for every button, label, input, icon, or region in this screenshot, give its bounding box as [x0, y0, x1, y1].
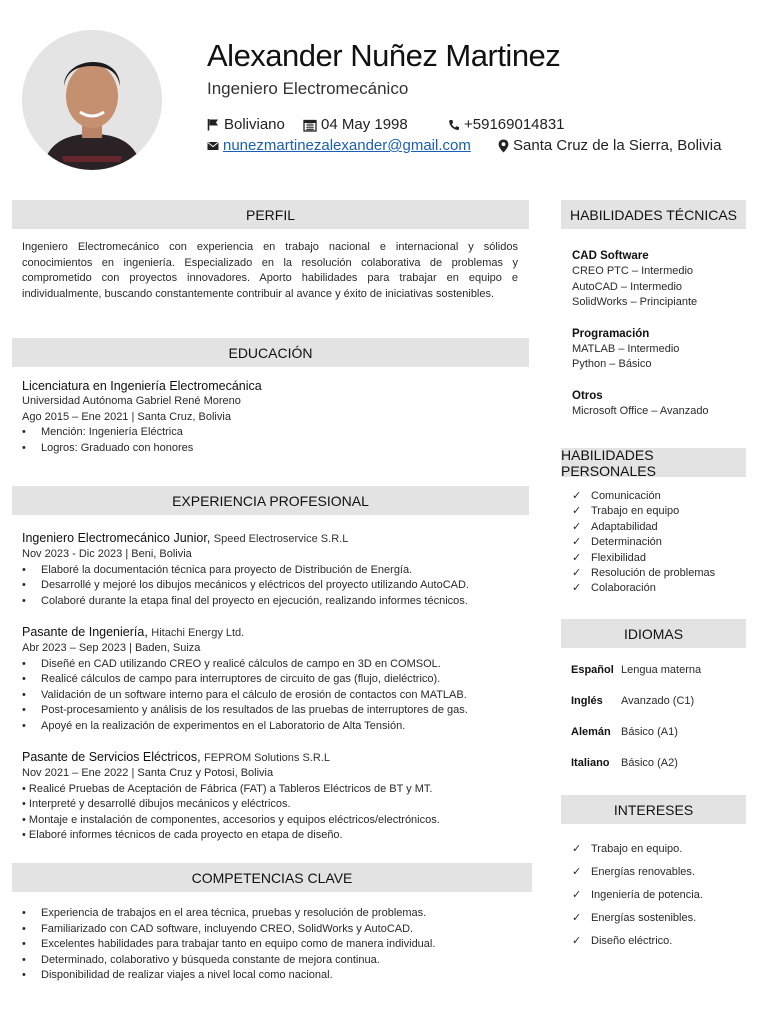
language-row [571, 685, 741, 716]
birthdate-info [303, 116, 408, 133]
email-info [207, 137, 471, 154]
skill-group-title: Programación [572, 327, 650, 340]
company-name: FEPROM Solutions S.R.L [204, 752, 330, 764]
email-link[interactable]: nunezmartinezalexander@gmail.com [223, 137, 471, 154]
job-bullets [22, 657, 522, 735]
list-item: ✓ Trabajo en equipo [571, 504, 746, 519]
intereses-heading: INTERESES [561, 795, 746, 824]
educacion-heading: EDUCACIÓN [12, 338, 529, 367]
job-title: Pasante de Ingeniería, [22, 625, 148, 639]
map-marker-icon [498, 139, 509, 153]
job-entry [22, 530, 522, 609]
job-title: Pasante de Servicios Eléctricos, [22, 750, 201, 764]
list-item: • Validación de un software interno para el cálculo de erosión de contactos con MATLAB. [22, 688, 522, 704]
list-item: • Realicé cálculos de campo para interruptores de circuito de gas (flujo, dieléctrico). [22, 672, 522, 688]
company-name: Hitachi Energy Ltd. [151, 627, 245, 639]
skill-item: MATLAB – Intermedio [572, 342, 680, 355]
birthdate-text: 04 May 1998 [321, 116, 408, 133]
skill-group-title: Otros [572, 389, 603, 402]
tech-skills [572, 249, 742, 419]
skill-item: AutoCAD – Intermedio [572, 280, 683, 293]
list-item: • Apoyé en la realización de experimentos en el Laboratorio de Alta Tensión. [22, 719, 522, 735]
job-title: Ingeniero Electromecánico Junior, [22, 531, 211, 545]
list-item: ✓ Comunicación [571, 489, 746, 504]
language-name: Español [571, 663, 614, 676]
location-info [498, 137, 721, 154]
job-bullets [22, 563, 522, 610]
list-item: ✓ Adaptabilidad [571, 520, 746, 535]
person-avatar-icon [22, 30, 162, 170]
language-level: Lengua materna [621, 663, 702, 676]
degree-title: Licenciatura en Ingeniería Electromecánica [22, 379, 262, 393]
phone-text: +59169014831 [464, 116, 565, 133]
calendar-icon [303, 118, 317, 132]
skill-item: Python – Básico [572, 358, 652, 370]
candidate-name: Alexander Nuñez Martinez [207, 38, 561, 73]
list-item: ✓ Trabajo en equipo. [571, 838, 746, 861]
list-item: • Experiencia de trabajos en el area técnica, pruebas y resolución de problemas. [22, 906, 522, 922]
competencias-heading: COMPETENCIAS CLAVE [12, 863, 532, 892]
list-item: • Excelentes habilidades para trabajar tanto en equipo como de manera individual. [22, 937, 522, 953]
list-item: ✓ Resolución de problemas [571, 566, 746, 581]
language-name: Inglés [571, 694, 603, 707]
job-dates: Nov 2023 - Dic 2023 | Beni, Bolivia [22, 548, 192, 560]
competencias-list [22, 906, 522, 984]
language-level: Básico (A2) [621, 756, 678, 769]
skill-group-title: CAD Software [572, 250, 649, 262]
perfil-heading: PERFIL [12, 200, 529, 229]
job-entry [22, 749, 522, 844]
education-bullets [22, 425, 522, 456]
candidate-title: Ingeniero Electromecánico [207, 79, 409, 98]
list-item: • Disponibilidad de realizar viajes a nivel local como nacional. [22, 968, 522, 984]
education-entry [22, 378, 522, 456]
phone-icon [448, 119, 460, 131]
tecnicas-heading: HABILIDADES TÉCNICAS [561, 200, 746, 229]
list-item: ✓ Flexibilidad [571, 551, 746, 566]
list-item: ✓ Determinación [571, 535, 746, 550]
job-bullets [22, 782, 522, 844]
list-item: • Colaboré durante la etapa final del proyecto en ejecución, realizando informes técnicos. [22, 594, 522, 610]
list-item: ✓ Diseño eléctrico. [571, 930, 746, 953]
personal-skills-list [571, 489, 746, 597]
language-level: Básico (A1) [621, 725, 678, 738]
experiencia-heading: EXPERIENCIA PROFESIONAL [12, 486, 529, 515]
company-name: Speed Electroservice S.R.L [213, 533, 349, 545]
list-item: • Elaboré informes técnicos de cada proyecto en etapa de diseño. [22, 829, 343, 841]
list-item: ✓ Energías sostenibles. [571, 907, 746, 930]
list-item: • Determinado, colaborativo y búsqueda constante de mejora continua. [22, 953, 522, 969]
list-item: • Familiarizado con CAD software, incluyendo CREO, SolidWorks y AutoCAD. [22, 922, 522, 938]
nationality-text: Boliviano [224, 116, 285, 133]
envelope-icon [207, 141, 219, 151]
languages-list [571, 654, 741, 778]
language-name: Alemán [571, 725, 611, 738]
education-dates: Ago 2015 – Ene 2021 | Santa Cruz, Bolivia [22, 410, 231, 423]
skill-item: SolidWorks – Principiante [572, 296, 698, 308]
nationality-info [207, 116, 285, 133]
language-row [571, 716, 741, 747]
language-level: Avanzado (C1) [621, 694, 695, 707]
personales-heading: HABILIDADES PERSONALES [561, 448, 746, 477]
skill-item: Microsoft Office – Avanzado [572, 404, 709, 417]
list-item: • Elaboré la documentación técnica para proyecto de Distribución de Energía. [22, 563, 522, 579]
list-item: • Realicé Pruebas de Aceptación de Fábrica (FAT) a Tableros Eléctricos de BT y MT. [22, 782, 433, 795]
job-dates: Abr 2023 – Sep 2023 | Baden, Suiza [22, 642, 201, 654]
school-name: Universidad Autónoma Gabriel René Moreno [22, 395, 241, 407]
phone-info [448, 116, 565, 133]
job-entry [22, 624, 522, 734]
perfil-text: Ingeniero Electromecánico con experiencia en trabajo nacional e internacional y sólidos conocimientos en ingeniería. Especializado en la resolución colaborativa de problemas y comprometido con proyectos innovadores. Aporto habilidades para trabajar en equipo e individualmente, buscando constantemente contribuir al avance y éxito de iniciativas sostenibles. [22, 241, 518, 300]
list-item: • Post-procesamiento y análisis de los resultados de las pruebas de interruptores de gas. [22, 703, 522, 719]
skill-item: CREO PTC – Intermedio [572, 265, 694, 277]
location-text: Santa Cruz de la Sierra, Bolivia [513, 137, 722, 154]
list-item: • Desarrollé y mejoré los dibujos mecánicos y eléctricos del proyecto utilizando AutoCAD. [22, 578, 522, 594]
list-item: ✓ Ingeniería de potencia. [571, 884, 746, 907]
list-item: ✓ Energías renovables. [571, 861, 746, 884]
list-item: • Logros: Graduado con honores [22, 441, 522, 457]
list-item: ✓ Colaboración [571, 581, 746, 596]
flag-icon [207, 118, 220, 131]
job-dates: Nov 2021 – Ene 2022 | Santa Cruz y Potosi, Bolivia [22, 767, 274, 779]
list-item: • Montaje e instalación de componentes, accesorios y equipos eléctricos/electrónicos. [22, 813, 440, 826]
list-item: • Diseñé en CAD utilizando CREO y realicé cálculos de campo en 3D en COMSOL. [22, 657, 522, 673]
profile-photo [22, 30, 162, 170]
language-row [571, 747, 741, 778]
list-item: • Interpreté y desarrollé dibujos mecánicos y eléctricos. [22, 798, 291, 810]
idiomas-heading: IDIOMAS [561, 619, 746, 648]
language-name: Italiano [571, 756, 610, 769]
interests-list [571, 838, 746, 953]
list-item: • Mención: Ingeniería Eléctrica [22, 425, 522, 441]
language-row [571, 654, 741, 685]
